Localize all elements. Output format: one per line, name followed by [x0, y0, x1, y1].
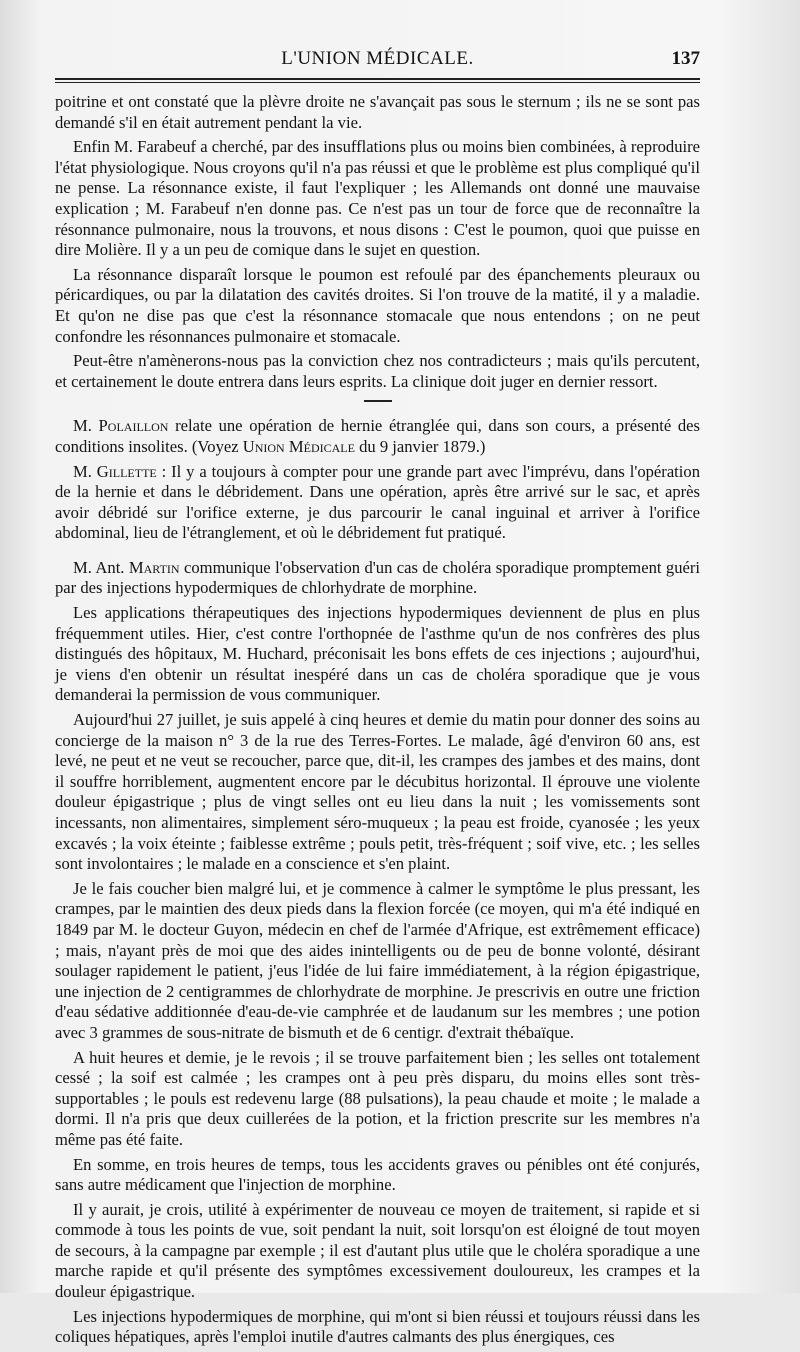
- journal-reference: Union Médicale: [242, 436, 355, 456]
- paragraph: poitrine et ont constaté que la plèvre droite ne s'avançait pas sous le sternum ; ils ne se sont pas demandé s'il en était autrement pendant la vie.: [55, 92, 700, 132]
- paragraph-text: : Il y a toujours à compter pour une grande part avec l'imprévu, dans l'opération de la hernie et dans le débridement. Dans une opération, après être arrivé sur le sac, et après avoir débridé sur l'orifice externe, je dus parcourir le canal inguinal et arriver à l'orifice abdominal, lieu de l'étranglement, et où le débridement fut pratiqué.: [55, 461, 700, 543]
- speaker-name: Martin: [128, 557, 180, 577]
- paragraph-polaillon: [55, 416, 700, 457]
- speaker-name: M. Polaillon: [73, 416, 169, 436]
- paragraph: Il y aurait, je crois, utilité à expérimenter de nouveau ce moyen de traitement, si rapide et si commode à tous les points de vue, soit pendant la nuit, soit lorsqu'on est éloigné de tout moyen de secours, à la campagne par exemple ; il est d'autant plus utile que le choléra sporadique a une marche rapide et qu'il présente des symptômes excessivement douloureux, les crampes et la douleur épigastrique.: [55, 1199, 700, 1302]
- paragraph-text: relate une opération de hernie étranglée qui, dans son cours, a présenté des conditions insolites. (Voyez: [55, 416, 700, 456]
- page-number: 137: [671, 48, 700, 69]
- running-title: L'UNION MÉDICALE.: [281, 48, 474, 69]
- paragraph: Enfin M. Farabeuf a cherché, par des insufflations plus ou moins bien combinées, à reproduire l'état physiologique. Nous croyons qu'il n'a pas réussi et que le problème est plus compliqué qu'il ne pense. La résonnance existe, il faut l'expliquer ; les Allemands ont donné une mauvaise explication ; M. Farabeuf n'en donne pas. Ce n'est pas un tour de force que de reconnaître la résonnance pulmonaire, nous la trouvons, et nous disons : C'est le poumon, quoi que puisse en dire Molière. Il y a un peu de comique dans le sujet en question.: [55, 137, 700, 260]
- article-body: [55, 92, 700, 1352]
- speaker-name: M. Gillette: [73, 461, 157, 481]
- paragraph: Aujourd'hui 27 juillet, je suis appelé à cinq heures et demie du matin pour donner des soins au concierge de la maison n° 3 de la rue des Terres-Fortes. Le malade, âgé d'environ 60 ans, est levé, ne peut et ne veut se recoucher, parce que, dit-il, les crampes des jambes et des mains, dont il souffre horriblement, augmentent encore par le décubitus horizontal. Il éprouve une violente douleur épigastrique ; plus de vingt selles ont eu lieu dans la nuit ; les vomissements sont incessants, non alimentaires, simplement séro-muqueux ; la peau est froide, cyanosée ; les yeux excavés ; la voix éteinte ; faiblesse extrême ; pouls petit, très-fréquent ; soif vive, etc. ; les selles sont involontaires ; le malade en a conscience et s'en plaint.: [55, 710, 700, 874]
- paragraph: A huit heures et demie, je le revois ; il se trouve parfaitement bien ; les selles ont totalement cessé ; la soif est calmée ; les crampes ont à peu près disparu, du moins elles sont très-supportables ; le pouls est redevenu large (88 pulsations), la peau chaude et moite ; le malade a dormi. Il n'a pris que deux cuillerées de la potion, et la friction prescrite sur les membres n'a même pas été faite.: [55, 1047, 700, 1149]
- paragraph-text: communique l'observation d'un cas de choléra sporadique promptement guéri par des injections hypodermiques de chlorhydrate de morphine.: [55, 557, 700, 598]
- paragraph: La résonnance disparaît lorsque le poumon est refoulé par des épanchements pleuraux ou péricardiques, ou par la dilatation des cavités droites. Si l'on trouve de la matité, il y a maladie. Et qu'on ne dise pas que c'est la résonnance stomacale que nous entendons ; on ne peut confondre les résonnances pulmonaire et stomacale.: [55, 264, 700, 346]
- section-separator: [364, 400, 392, 402]
- header-rule: [55, 78, 700, 83]
- page-header: [55, 48, 700, 74]
- paragraph: Les applications thérapeutiques des injections hypodermiques deviennent de plus en plus fréquemment utiles. Hier, c'est contre l'orthopnée de l'asthme qu'un de nos confrères des plus distingués des hôpitaux, M. Huchard, préconisait les bons effets de ces injections ; aujourd'hui, je viens d'en obtenir un résultat inespéré dans un cas de choléra sporadique que je vous demanderai la permission de vous communiquer.: [55, 603, 700, 705]
- paragraph-gillette: [55, 462, 700, 544]
- paragraph: Je le fais coucher bien malgré lui, et je commence à calmer le symptôme le plus pressant, les crampes, par le maintien des deux pieds dans la flexion forcée (ce moyen, qui m'a été indiqué en 1849 par M. le docteur Guyon, médecin en chef de l'armée d'Afrique, est extrêmement efficace) ; mais, n'ayant près de moi que des aides inintelligents ou de peu de bonne volonté, désirant soulager rapidement le patient, j'eus l'idée de lui faire immédiatement, à la région épigastrique, une injection de 2 centigrammes de chlorhydrate de morphine. Je prescrivis en outre une friction d'eau sédative additionnée d'eau-de-vie camphrée et de laudanum sur les membres ; une potion avec 3 grammes de sous-nitrate de bismuth et de 6 centigr. d'extrait thébaïque.: [55, 878, 700, 1042]
- section-gap: [55, 548, 700, 558]
- speaker-prefix: M. Ant.: [73, 557, 129, 577]
- paragraph-text: du 9 janvier 1879.): [354, 436, 486, 456]
- paragraph: En somme, en trois heures de temps, tous les accidents graves ou pénibles ont été conjurés, sans autre médicament que l'injection de morphine.: [55, 1154, 700, 1195]
- paragraph: Les injections hypodermiques de morphine, qui m'ont si bien réussi et toujours réussi dans les coliques hépatiques, après l'emploi inutile d'autres calmants des plus énergiques, ces: [55, 1306, 700, 1347]
- paragraph: Peut-être n'amènerons-nous pas la conviction chez nos contradicteurs ; mais qu'ils percutent, et certainement le doute entrera dans leurs esprits. La clinique doit juger en dernier ressort.: [55, 351, 700, 391]
- paragraph-martin: [55, 558, 700, 599]
